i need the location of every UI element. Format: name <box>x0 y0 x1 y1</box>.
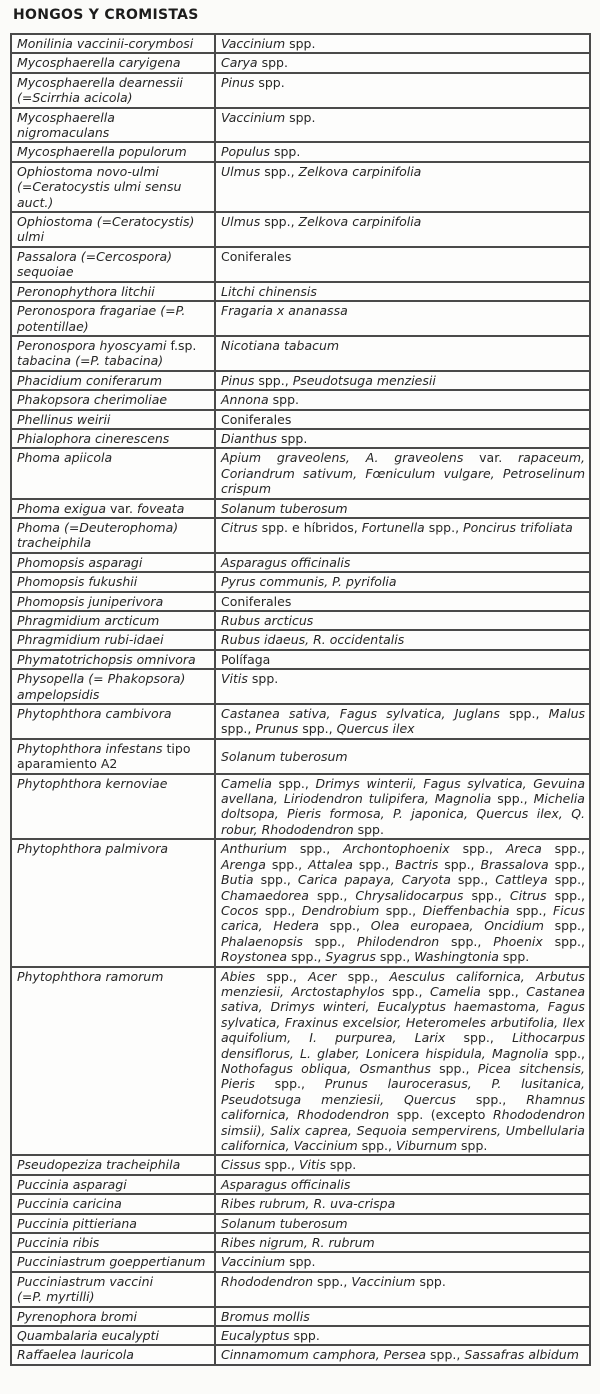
hosts-cell: Cinnamomum camphora, Persea spp., Sassafras albidum <box>215 1345 590 1364</box>
table-row <box>11 669 590 704</box>
table-row <box>11 1155 590 1174</box>
pathogen-cell: Ophiostoma novo-ulmi (=Ceratocystis ulmi sensu auct.) <box>11 162 215 212</box>
hosts-cell: Camelia spp., Drimys winterii, Fagus sylvatica, Gevuina avellana, Liriodendron tulipifera, Magnolia spp., Michelia doltsopa, Pieris formosa, P. japonica, Quercus ilex, Q. robur, Rhododendron spp. <box>215 774 590 840</box>
pathogen-cell: Puccinia caricina <box>11 1194 215 1213</box>
roman-text: spp., <box>554 872 586 888</box>
hosts-cell: Abies spp., Acer spp., Aesculus californica, Arbutus menziesii, Arctostaphylos spp., Camelia spp., Castanea sativa, Drimys winteri, Eucalyptus haemastoma, Fagus sylvatica, Fraxinus excelsior, Heteromeles arbutifolia, Ilex aquifolium, I. purpurea, Larix spp., Lithocarpus densiflorus, L. glaber, Lonicera hispidula, Magnolia spp., Nothofagus obliqua, Osmanthus spp., Picea sitchensis, Pieris spp., Prunus laurocerasus, P. lusitanica, Pseudotsuga menziesii, Quercus spp., Rhamnus californica, Rhododendron spp. (excepto Rhododendron simsii), Salix caprea, Sequoia sempervirens, Umbellularia californica, Vaccinium spp., Viburnum spp. <box>215 967 590 1156</box>
roman-text: spp., <box>361 1138 393 1153</box>
roman-text: spp., <box>554 841 586 857</box>
pathogen-cell: Ophiostoma (=Ceratocystis) ulmi <box>11 212 215 247</box>
roman-text: spp. <box>293 1328 320 1344</box>
hosts-cell: Castanea sativa, Fagus sylvatica, Juglans spp., Malus spp., Prunus spp., Quercus ilex <box>215 704 590 739</box>
roman-text: spp., <box>392 983 423 999</box>
roman-text: spp., <box>317 887 348 903</box>
pathogen-cell: Raffaelea lauricola <box>11 1345 215 1364</box>
table-row <box>11 1326 590 1345</box>
roman-text: spp., <box>451 933 482 949</box>
roman-text: spp., <box>462 841 493 857</box>
hosts-cell: Anthurium spp., Archontophoenix spp., Areca spp., Arenga spp., Attalea spp., Bactris spp., Brassalova spp., Butia spp., Carica papaya, Caryota spp., Cattleya spp., Chamaedorea spp., Chrysalidocarpus spp., Citrus spp., Cocos spp., Dendrobium spp., Dieffenbachia spp., Ficus carica, Hedera spp., Olea europaea, Oncidium spp., Phalaenopsis spp., Philodendron spp., Phoenix spp., Roystonea spp., Syagrus spp., Washingtonia spp. <box>215 839 590 966</box>
roman-text: spp., <box>554 918 585 934</box>
hosts-cell: Ulmus spp., Zelkova carpinifolia <box>215 212 590 247</box>
pathogen-cell: Peronospora hyoscyami f.sp. tabacina (=P. tabacina) <box>11 336 215 371</box>
pathogen-cell: Phragmidium arcticum <box>11 611 215 630</box>
roman-text: f.sp. <box>170 337 197 353</box>
roman-text: spp., <box>258 372 289 388</box>
pathogen-cell: Phoma (=Deuterophoma) tracheiphila <box>11 518 215 553</box>
table-row <box>11 142 590 161</box>
hosts-cell <box>215 247 590 282</box>
hosts-cell: Pyrus communis, P. pyrifolia <box>215 572 590 591</box>
roman-text: spp., <box>457 872 489 888</box>
hosts-cell: Bromus mollis <box>215 1307 590 1326</box>
hosts-cell: Pinus spp., Pseudotsuga menziesii <box>215 371 590 390</box>
hosts-cell: Eucalyptus spp. <box>215 1326 590 1345</box>
roman-text: spp., <box>471 887 502 903</box>
hosts-cell: Rubus idaeus, R. occidentalis <box>215 630 590 649</box>
table-row <box>11 212 590 247</box>
table-body <box>11 34 590 1365</box>
roman-text: spp., <box>554 1045 586 1061</box>
pathogen-cell: Phytophthora palmivora <box>11 839 215 966</box>
roman-text: spp., <box>264 163 295 179</box>
roman-text: spp., <box>317 1273 348 1289</box>
roman-text: spp. <box>329 1157 357 1173</box>
table-row <box>11 650 590 669</box>
roman-text: spp., <box>274 1076 305 1092</box>
roman-text: spp., <box>379 949 411 965</box>
pathogen-cell: Phialophora cinerescens <box>11 429 215 448</box>
table-row <box>11 448 590 498</box>
pathogen-cell: Phytophthora ramorum <box>11 967 215 1156</box>
roman-text: spp., <box>299 841 331 857</box>
table-row <box>11 1272 590 1307</box>
pathogen-cell: Quambalaria eucalypti <box>11 1326 215 1345</box>
table-row <box>11 739 590 774</box>
pathogen-cell: Pucciniastrum goeppertianum <box>11 1252 215 1271</box>
roman-text: spp., <box>302 721 333 737</box>
roman-text: spp., <box>221 721 252 737</box>
roman-text: spp., <box>264 214 295 230</box>
roman-text: spp., <box>266 968 297 984</box>
roman-text: spp., <box>260 872 291 888</box>
roman-text: spp., <box>264 1157 295 1173</box>
roman-text: spp., <box>554 887 585 903</box>
hosts-cell: Populus spp. <box>215 142 590 161</box>
roman-text: spp., <box>444 856 475 872</box>
roman-text: spp. <box>289 36 316 51</box>
pathogen-cell: Phellinus weirii <box>11 410 215 429</box>
table-row <box>11 704 590 739</box>
roman-text: spp., <box>497 791 528 807</box>
table-row <box>11 410 590 429</box>
hosts-cell: Cissus spp., Vitis spp. <box>215 1155 590 1174</box>
pathogen-cell: Physopella (= Phakopsora) ampelopsidis <box>11 669 215 704</box>
roman-text: spp., <box>314 933 346 949</box>
pathogen-cell: Phytophthora infestans tipo aparamiento A2 <box>11 739 215 774</box>
table-row <box>11 108 590 143</box>
hosts-cell: Solanum tuberosum <box>215 1214 590 1233</box>
table-row <box>11 34 590 53</box>
pathogen-cell: Puccinia pittieriana <box>11 1214 215 1233</box>
pathogen-cell: Peronospora fragariae (=P. potentillae) <box>11 301 215 336</box>
roman-text: spp., <box>430 1347 461 1363</box>
table-row <box>11 572 590 591</box>
roman-text: Coniferales <box>221 411 292 427</box>
table-row <box>11 630 590 649</box>
hosts-cell: Vitis spp. <box>215 669 590 704</box>
hosts-cell: Fragaria x ananassa <box>215 301 590 336</box>
roman-text: spp., <box>516 902 547 918</box>
hosts-cell: Nicotiana tabacum <box>215 336 590 371</box>
hosts-cell: Rubus arcticus <box>215 611 590 630</box>
table-row <box>11 611 590 630</box>
table-row <box>11 162 590 212</box>
table-row <box>11 53 590 72</box>
roman-text: var. <box>479 450 503 466</box>
roman-text: spp. <box>280 430 308 446</box>
roman-text: spp., <box>347 968 379 984</box>
hosts-cell: Vaccinium spp. <box>215 34 590 53</box>
table-row <box>11 390 590 409</box>
hosts-cell: Annona spp. <box>215 390 590 409</box>
pathogen-host-table <box>10 33 591 1366</box>
hosts-cell: Ulmus spp., Zelkova carpinifolia <box>215 162 590 212</box>
roman-text: spp., <box>428 519 460 535</box>
hosts-cell: Vaccinium spp. <box>215 108 590 143</box>
roman-text: spp. <box>273 144 301 160</box>
roman-text: spp., <box>439 1060 470 1076</box>
roman-text: spp., <box>385 902 417 918</box>
roman-text: spp. <box>261 55 288 71</box>
roman-text: spp., <box>488 983 519 999</box>
roman-text: spp., <box>554 933 585 949</box>
pathogen-cell: Phoma apiicola <box>11 448 215 498</box>
pathogen-cell: Monilinia vaccinii-corymbosi <box>11 34 215 53</box>
table-row <box>11 301 590 336</box>
table-row <box>11 1175 590 1194</box>
hosts-cell: Pinus spp. <box>215 73 590 108</box>
roman-text: spp. <box>419 1273 446 1289</box>
roman-text: spp. <box>289 109 316 125</box>
roman-text: spp., <box>475 1091 507 1107</box>
pathogen-cell: Phakopsora cherimoliae <box>11 390 215 409</box>
table-row <box>11 774 590 840</box>
hosts-cell: Apium graveolens, A. graveolens var. rapaceum, Coriandrum sativum, Fœniculum vulgare, Petroselinum crispum <box>215 448 590 498</box>
hosts-cell: Litchi chinensis <box>215 282 590 301</box>
hosts-cell: Ribes nigrum, R. rubrum <box>215 1233 590 1252</box>
table-row <box>11 553 590 572</box>
hosts-cell: Asparagus officinalis <box>215 1175 590 1194</box>
table-row <box>11 967 590 1156</box>
table-row <box>11 247 590 282</box>
hosts-cell: Asparagus officinalis <box>215 553 590 572</box>
pathogen-cell: Mycosphaerella caryigena <box>11 53 215 72</box>
table-row <box>11 429 590 448</box>
table-row <box>11 839 590 966</box>
pathogen-cell: Phymatotrichopsis omnivora <box>11 650 215 669</box>
pathogen-cell: Phytophthora cambivora <box>11 704 215 739</box>
roman-text: spp., <box>358 856 390 872</box>
roman-text: (excepto <box>430 1107 486 1123</box>
table-row <box>11 282 590 301</box>
roman-text: Polífaga <box>221 651 271 667</box>
roman-text: spp. <box>272 392 299 408</box>
roman-text: spp., <box>554 856 585 872</box>
pathogen-cell: Phomopsis fukushii <box>11 572 215 591</box>
roman-text: e <box>292 519 300 535</box>
pathogen-cell: Peronophythora litchii <box>11 282 215 301</box>
pathogen-cell: Phomopsis asparagi <box>11 553 215 572</box>
table-row <box>11 1307 590 1326</box>
roman-text: A2 <box>100 756 118 772</box>
roman-text: Coniferales <box>221 593 292 609</box>
roman-text: spp. <box>502 949 530 965</box>
hosts-cell <box>215 650 590 669</box>
pathogen-cell: Pucciniastrum vaccini (=P. myrtilli) <box>11 1272 215 1307</box>
table-row <box>11 499 590 518</box>
roman-text: spp., <box>271 856 303 872</box>
hosts-cell: Carya spp. <box>215 53 590 72</box>
roman-text: spp., <box>509 706 540 722</box>
hosts-cell: Solanum tuberosum <box>215 739 590 774</box>
pathogen-cell: Phoma exigua var. foveata <box>11 499 215 518</box>
hosts-cell: Rhododendron spp., Vaccinium spp. <box>215 1272 590 1307</box>
roman-text: spp., <box>329 918 361 934</box>
table-row <box>11 1194 590 1213</box>
table-row <box>11 1345 590 1364</box>
hosts-cell <box>215 592 590 611</box>
roman-text: spp. <box>289 1254 316 1270</box>
pathogen-cell: Mycosphaerella nigromaculans <box>11 108 215 143</box>
roman-text: spp., <box>291 949 322 965</box>
roman-text: spp. <box>251 671 279 687</box>
roman-text: spp. <box>396 1107 424 1123</box>
roman-text: spp. <box>261 519 289 535</box>
pathogen-cell: Mycosphaerella populorum <box>11 142 215 161</box>
pathogen-cell: Pseudopeziza tracheiphila <box>11 1155 215 1174</box>
roman-text: spp. <box>258 74 285 90</box>
roman-text: aparamiento <box>17 756 97 772</box>
table-row <box>11 1233 590 1252</box>
roman-text: spp. <box>357 821 384 837</box>
table-row <box>11 1252 590 1271</box>
roman-text: spp., <box>463 1030 494 1046</box>
hosts-cell: Citrus spp. e híbridos, Fortunella spp., Poncirus trifoliata <box>215 518 590 553</box>
hosts-cell: Solanum tuberosum <box>215 499 590 518</box>
pathogen-cell: Phacidium coniferarum <box>11 371 215 390</box>
roman-text: var. <box>110 500 134 516</box>
pathogen-cell: Passalora (=Cercospora) sequoiae <box>11 247 215 282</box>
roman-text: híbridos, <box>303 519 358 535</box>
roman-text: spp., <box>264 902 296 918</box>
roman-text: spp., <box>278 775 309 791</box>
table-row <box>11 336 590 371</box>
pathogen-cell: Mycosphaerella dearnessii (=Scirrhia acicola) <box>11 73 215 108</box>
hosts-cell <box>215 410 590 429</box>
table-row <box>11 1214 590 1233</box>
roman-text: tipo <box>166 740 191 756</box>
hosts-cell: Vaccinium spp. <box>215 1252 590 1271</box>
pathogen-cell: Pyrenophora bromi <box>11 1307 215 1326</box>
pathogen-cell: Phomopsis juniperivora <box>11 592 215 611</box>
table-row <box>11 518 590 553</box>
hosts-cell: Dianthus spp. <box>215 429 590 448</box>
pathogen-cell: Puccinia ribis <box>11 1233 215 1252</box>
page-title: HONGOS Y CROMISTAS <box>13 7 199 23</box>
table-row <box>11 371 590 390</box>
pathogen-cell: Puccinia asparagi <box>11 1175 215 1194</box>
table-row <box>11 73 590 108</box>
pathogen-cell: Phragmidium rubi-idaei <box>11 630 215 649</box>
table-row <box>11 592 590 611</box>
hosts-cell: Ribes rubrum, R. uva-crispa <box>215 1194 590 1213</box>
pathogen-cell: Phytophthora kernoviae <box>11 774 215 840</box>
roman-text: spp. <box>461 1138 488 1153</box>
roman-text: Coniferales <box>221 248 292 264</box>
